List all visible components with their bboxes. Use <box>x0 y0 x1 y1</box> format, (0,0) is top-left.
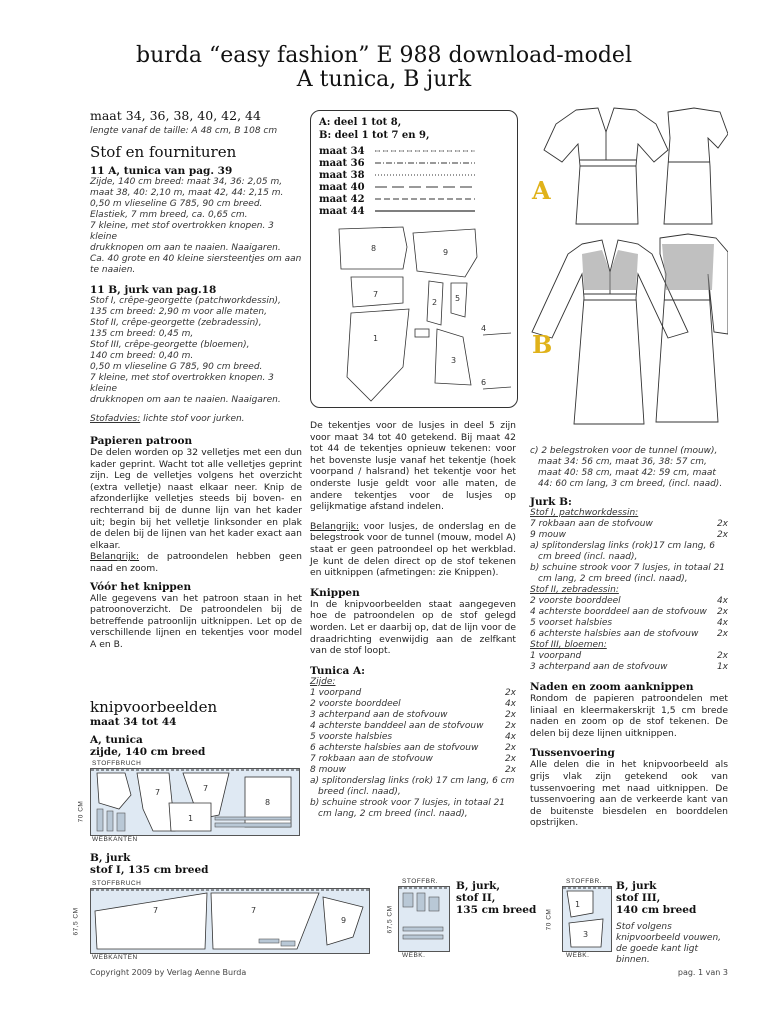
cutting-layout-b1 <box>90 888 370 954</box>
list-item <box>310 710 516 721</box>
piece-shape <box>95 893 207 949</box>
pattern-pieces-drawing <box>311 217 517 407</box>
stof1-extra-b: b) schuine strook voor 7 lusjes, in totaal 21 cm lang, 2 cm breed (incl. naad), <box>530 563 726 584</box>
dim-label-a: 70 CM <box>77 800 85 823</box>
dim-label-3: 70 CM <box>545 908 553 931</box>
size-row <box>319 145 509 157</box>
footer-copyright: Copyright 2009 by Verlag Aenne Burda <box>90 968 247 977</box>
list-item <box>530 607 728 618</box>
papieren-heading: Papieren patroon <box>90 435 193 447</box>
item-name: 9 mouw <box>530 530 566 540</box>
piece-shape <box>97 809 103 831</box>
list-item <box>530 618 728 629</box>
b-line: Stof I, crêpe-georgette (patchworkdessin), <box>90 296 281 306</box>
small2-l1: B, jurk <box>616 880 657 892</box>
b-list <box>90 296 302 406</box>
item-qty: 2x <box>504 742 516 753</box>
middle-column <box>310 420 516 820</box>
size-row <box>319 181 509 193</box>
item-name: 3 achterpand aan de stofvouw <box>310 709 448 720</box>
item-qty: 2x <box>504 687 516 698</box>
piece-number: 1 <box>373 334 379 343</box>
item-qty: 2x <box>716 530 728 540</box>
a-list <box>90 177 302 276</box>
knip-heading: knipvoorbeelden <box>90 698 218 716</box>
item-name: 2 voorste boorddeel <box>530 596 621 606</box>
item-name: 2 voorste boorddeel <box>310 698 401 709</box>
tunica-extra-b: b) schuine strook voor 7 lusjes, in totaal 21 cm lang, 2 cm breed (incl. naad), <box>310 797 506 819</box>
tunic-back-outline <box>664 108 728 224</box>
knip-a1: A, tunica <box>90 734 143 746</box>
col3-c: c) 2 belegstroken voor de tunnel (mouw), maat 34: 56 cm, maat 36, 38: 57 cm, maat 40: 58 cm, maat 42: 59 cm, maat 44: 60 cm lang, 3 cm breed, (incl. naad). <box>530 446 723 489</box>
item-name: 5 voorset halsbies <box>530 618 613 628</box>
cutting-layout-b3 <box>562 886 612 952</box>
dress-illustrations <box>528 104 728 434</box>
line-sample <box>375 196 475 202</box>
layout-b3-drawing <box>563 887 611 951</box>
b-line: 135 cm breed: 2,90 m voor alle maten, <box>90 307 267 317</box>
line-sample <box>375 148 475 154</box>
size-row <box>319 169 509 181</box>
item-qty: 4x <box>504 731 516 742</box>
webkanten-label-a: WEBKANTEN <box>92 836 138 843</box>
line-sample <box>375 172 475 178</box>
small2-l2: stof III, <box>616 892 661 904</box>
item-qty: 4x <box>716 618 728 628</box>
item-qty: 2x <box>716 651 728 661</box>
label-a: A <box>532 176 551 205</box>
size-label: maat 40 <box>319 181 365 193</box>
knip-sub: maat 34 tot 44 <box>90 716 177 728</box>
piece-number: 4 <box>481 324 487 333</box>
a-line: 0,50 m vlieseline G 785, 90 cm breed. <box>90 199 263 209</box>
item-qty: 2x <box>716 629 728 639</box>
a-line: Ca. 40 grote en 40 kleine siersteentjes om aan <box>90 254 302 264</box>
piece-shape <box>117 813 125 831</box>
piece-label: 7 <box>155 788 161 797</box>
list-item <box>310 765 516 776</box>
stofadvies <box>90 414 302 425</box>
right-column <box>530 446 728 829</box>
col2-paragraph-1: De tekentjes voor de lusjes in deel 5 zijn voor maat 34 tot 40 getekend. Bij maat 42 tot 44 de tekentjes opnieuw tekenen: voor het bovenste lusje vanaf het tekentje (hoek voorpand / halsrand) het tekentje voor het onderste lusje geldt voor alle maten, de andere tekentjes voor de lusjes op gelijkmatige afstand indelen. <box>310 420 516 513</box>
layout-a-drawing <box>91 769 299 835</box>
item-qty: 2x <box>504 720 516 731</box>
webk-label-3: WEBK. <box>566 952 590 959</box>
knip-section <box>90 698 302 758</box>
webkanten-label-b: WEBKANTEN <box>92 954 138 961</box>
size-label: maat 36 <box>319 157 365 169</box>
jurk-heading: Jurk B: <box>530 496 572 508</box>
belangrijk-1 <box>90 551 302 574</box>
stoffbr-label-3: STOFFBR. <box>566 878 603 885</box>
piece-label: 8 <box>265 798 271 807</box>
piece-shape <box>347 309 409 401</box>
b-line: drukknopen om aan te naaien. Naaigaren. <box>90 395 281 405</box>
piece-shape <box>215 823 291 827</box>
length-note: lengte vanaf de taille: A 48 cm, B 108 cm <box>90 126 278 136</box>
piece-shape <box>403 893 413 907</box>
belangrijk-text: voor lusjes, de onderslag en de belegstrook voor de tunnel (mouw, model A) staat er geen patroondeel op het werkblad. Je kunt de delen direct op de stof tekenen en uitknippen (afmetingen: zie Knippen). <box>310 520 516 579</box>
stof1-extra-a: a) splitonderslag links (rok)17 cm lang, 6 cm breed (incl. naad), <box>530 541 715 562</box>
b-line: 7 kleine, met stof overtrokken knopen. 3 kleine <box>90 373 274 394</box>
webk-label-2: WEBK. <box>402 952 426 959</box>
piece-number: 9 <box>443 248 449 257</box>
item-qty: 2x <box>504 764 516 775</box>
list-item <box>530 530 728 541</box>
knip-b1: B, jurk <box>90 852 131 864</box>
size-label: maat 38 <box>319 169 365 181</box>
item-name: 1 voorpand <box>530 651 582 661</box>
a-line: 7 kleine, met stof overtrokken knopen. 3 kleine <box>90 221 274 242</box>
size-legend <box>319 145 509 217</box>
piece-label: 7 <box>251 906 257 915</box>
belangrijk-text: de patroondelen hebben geen naad en zoom. <box>90 551 302 574</box>
piece-number: 6 <box>481 378 487 387</box>
tunica-extra-a: a) splitonderslag links (rok) 17 cm lang, 6 cm breed (incl. naad), <box>310 775 515 797</box>
layout-b2-drawing <box>399 887 449 951</box>
small2-l3: 140 cm breed <box>616 904 697 916</box>
piece-label: 1 <box>188 814 194 823</box>
item-name: 6 achterste halsbies aan de stofvouw <box>530 629 699 639</box>
piece-shape <box>215 817 291 820</box>
dress-bodice-shading <box>582 250 638 290</box>
b-line: 0,50 m vlieseline G 785, 90 cm breed. <box>90 362 263 372</box>
layout-b1-drawing <box>91 889 369 953</box>
item-name: 8 mouw <box>310 764 346 775</box>
piece-shape <box>415 329 429 337</box>
label-b: B <box>532 330 553 359</box>
legend-line-2: B: deel 1 tot 7 en 9, <box>319 130 430 141</box>
knippen-text: In de knipvoorbeelden staat aangegeven hoe de patroondelen op de stof gelegd worden. Let er daarbij op, dat de lijn voor de draadrichting evenwijdig aan de zelfkant van de stof loopt. <box>310 598 516 657</box>
item-qty: 2x <box>716 607 728 617</box>
list-item <box>530 629 728 640</box>
list-item <box>310 688 516 699</box>
dim-label-b: 67,5 CM <box>72 907 80 936</box>
list-item <box>310 721 516 732</box>
list-item <box>310 743 516 754</box>
piece-shape <box>107 811 113 831</box>
piece-shape <box>483 333 511 335</box>
piece-shape <box>483 387 511 389</box>
a-heading: 11 A, tunica van pag. 39 <box>90 165 233 177</box>
title-line-2: A tunica, B jurk <box>296 67 472 92</box>
stof3-label: Stof III, bloemen: <box>530 640 607 650</box>
item-name: 6 achterste halsbies aan de stofvouw <box>310 742 479 753</box>
knip-b2: stof I, 135 cm breed <box>90 864 209 876</box>
belangrijk-label: Belangrijk: <box>90 551 140 563</box>
list-item <box>310 732 516 743</box>
tunica-heading: Tunica A: <box>310 664 365 677</box>
item-qty: 4x <box>716 596 728 606</box>
size-label: maat 42 <box>319 193 365 205</box>
piece-number: 3 <box>451 356 457 365</box>
dress-back-shading <box>662 244 714 290</box>
page-title <box>0 44 768 92</box>
small1-l3: 135 cm breed <box>456 904 537 916</box>
list-item <box>310 699 516 710</box>
piece-shape <box>403 927 443 931</box>
dim-label-2: 67,5 CM <box>386 905 394 934</box>
line-sample <box>375 208 475 214</box>
a-line: Zijde, 140 cm breed: maat 34, 36: 2,05 m, <box>90 177 283 187</box>
item-qty: 1x <box>716 662 728 672</box>
item-name: 7 rokbaan aan de stofvouw <box>310 753 433 764</box>
naden-text: Rondom de papieren patroondelen met liniaal en kleermakerskrijt 1,5 cm brede naden en zoom op de stof tekenen. De delen bij deze lijnen uitknippen. <box>530 693 728 739</box>
b-heading: 11 B, jurk van pag.18 <box>90 284 217 296</box>
small1-l2: stof II, <box>456 892 496 904</box>
stoffbruch-label-b: STOFFBRUCH <box>92 880 142 887</box>
item-name: 5 voorste halsbies <box>310 731 393 742</box>
tussen-heading: Tussenvoering <box>530 747 615 760</box>
title-line-1: burda “easy fashion” E 988 download-model <box>136 43 632 68</box>
voor-heading: Vóór het knippen <box>90 580 192 593</box>
piece-label: 7 <box>203 784 209 793</box>
zijde-label: Zijde: <box>310 676 336 687</box>
a-line: te naaien. <box>90 265 136 275</box>
line-sample <box>375 184 475 190</box>
piece-shape <box>259 939 279 943</box>
size-row <box>319 205 509 217</box>
pattern-overview-box <box>310 110 518 408</box>
piece-shape <box>429 897 439 911</box>
small2-note: Stof volgens knipvoorbeeld vouwen, de goede kant ligt binnen. <box>616 922 722 965</box>
stof-heading: Stof en fournituren <box>90 143 237 161</box>
knip-b-title <box>90 852 302 876</box>
line-sample <box>375 160 475 166</box>
a-line: Elastiek, 7 mm breed, ca. 0,65 cm. <box>90 210 248 220</box>
a-line: drukknopen om aan te naaien. Naaigaren. <box>90 243 281 253</box>
item-qty: 2x <box>504 753 516 764</box>
naden-heading: Naden en zoom aanknippen <box>530 681 694 693</box>
voor-text: Alle gegevens van het patroon staan in het patroonoverzicht. De patroondelen bij de betreffende patroonlijn uitknippen. Let op de verschillende lijnen en tekentjes voor model A en B. <box>90 592 302 650</box>
item-qty: 2x <box>504 709 516 720</box>
cutting-layout-b2 <box>398 886 450 952</box>
small1-l1: B, jurk, <box>456 880 501 892</box>
size-row <box>319 193 509 205</box>
tunica-list <box>310 688 516 776</box>
belangrijk-2 <box>310 521 516 579</box>
footer-page: pag. 1 van 3 <box>677 968 728 977</box>
stoffbr-label-2: STOFFBR. <box>402 878 439 885</box>
item-name: 7 rokbaan aan de stofvouw <box>530 519 653 529</box>
papieren-text: De delen worden op 32 velletjes met een dun kader geprint. Wacht tot alle velletjes geprint zijn. Leg de velletjes volgens het overzicht (extra velletje) naast elkaar neer. Knip de afzonderlijke velletjes steeds bij boven- en rechterrand bij de dunne lijn van het kader uit; begin bij het velletje linksonder en plak de delen bij de lijnen van het kader exact aan elkaar. <box>90 447 302 551</box>
dress-drawings <box>528 104 728 434</box>
legend-line-1: A: deel 1 tot 8, <box>319 117 402 128</box>
piece-number: 2 <box>432 298 438 307</box>
piece-shape <box>417 893 425 911</box>
knip-a2: zijde, 140 cm breed <box>90 746 206 758</box>
b-line: 140 cm breed: 0,40 m. <box>90 351 194 361</box>
item-qty: 2x <box>716 519 728 529</box>
small1-title <box>456 880 536 916</box>
list-item <box>530 519 728 530</box>
small2-title <box>616 880 696 916</box>
b-line: Stof II, crêpe-georgette (zebradessin), <box>90 318 262 328</box>
b-line: Stof III, crêpe-georgette (bloemen), <box>90 340 250 350</box>
piece-shape <box>281 941 295 946</box>
knippen-heading: Knippen <box>310 586 360 599</box>
item-qty: 4x <box>504 698 516 709</box>
tussen-text: Alle delen die in het knipvoorbeeld als grijs vlak zijn getekend ook van tussenvoering met naad uitknippen. De tussenvoering aan de verkeerde kant van de buitenste biesdelen en boorddelen opstrijken. <box>530 759 728 829</box>
item-name: 4 achterste banddeel aan de stofvouw <box>310 720 484 731</box>
piece-number: 8 <box>371 244 377 253</box>
stof2-label: Stof II, zebradessin: <box>530 585 619 595</box>
piece-number: 5 <box>455 294 461 303</box>
left-column <box>90 108 302 651</box>
sizes: maat 34, 36, 38, 40, 42, 44 <box>90 108 261 123</box>
list-item <box>530 596 728 607</box>
list-item <box>530 662 728 673</box>
list-item <box>530 651 728 662</box>
piece-label: 3 <box>583 930 589 939</box>
piece-shape <box>97 773 131 809</box>
item-name: 3 achterpand aan de stofvouw <box>530 662 668 672</box>
item-name: 4 achterste boorddeel aan de stofvouw <box>530 607 707 617</box>
cutting-layout-a <box>90 768 300 836</box>
belangrijk-label: Belangrijk: <box>310 520 360 532</box>
piece-number: 7 <box>373 290 379 299</box>
b-line: 135 cm breed: 0,45 m, <box>90 329 194 339</box>
piece-shape <box>403 935 443 939</box>
size-row <box>319 157 509 169</box>
piece-label: 9 <box>341 916 347 925</box>
piece-label: 1 <box>575 900 581 909</box>
stof1-label: Stof I, patchworkdessin: <box>530 508 639 518</box>
piece-shape <box>137 773 175 831</box>
size-label: maat 44 <box>319 205 365 217</box>
list-item <box>310 754 516 765</box>
a-line: maat 38, 40: 2,10 m, maat 42, 44: 2,15 m. <box>90 188 284 198</box>
piece-label: 7 <box>153 906 159 915</box>
stofadvies-label: Stofadvies: <box>90 414 141 424</box>
stoffbruch-label-a: STOFFBRUCH <box>92 760 142 767</box>
stofadvies-text: lichte stof voor jurken. <box>140 414 245 424</box>
size-label: maat 34 <box>319 145 365 157</box>
item-name: 1 voorpand <box>310 687 362 698</box>
